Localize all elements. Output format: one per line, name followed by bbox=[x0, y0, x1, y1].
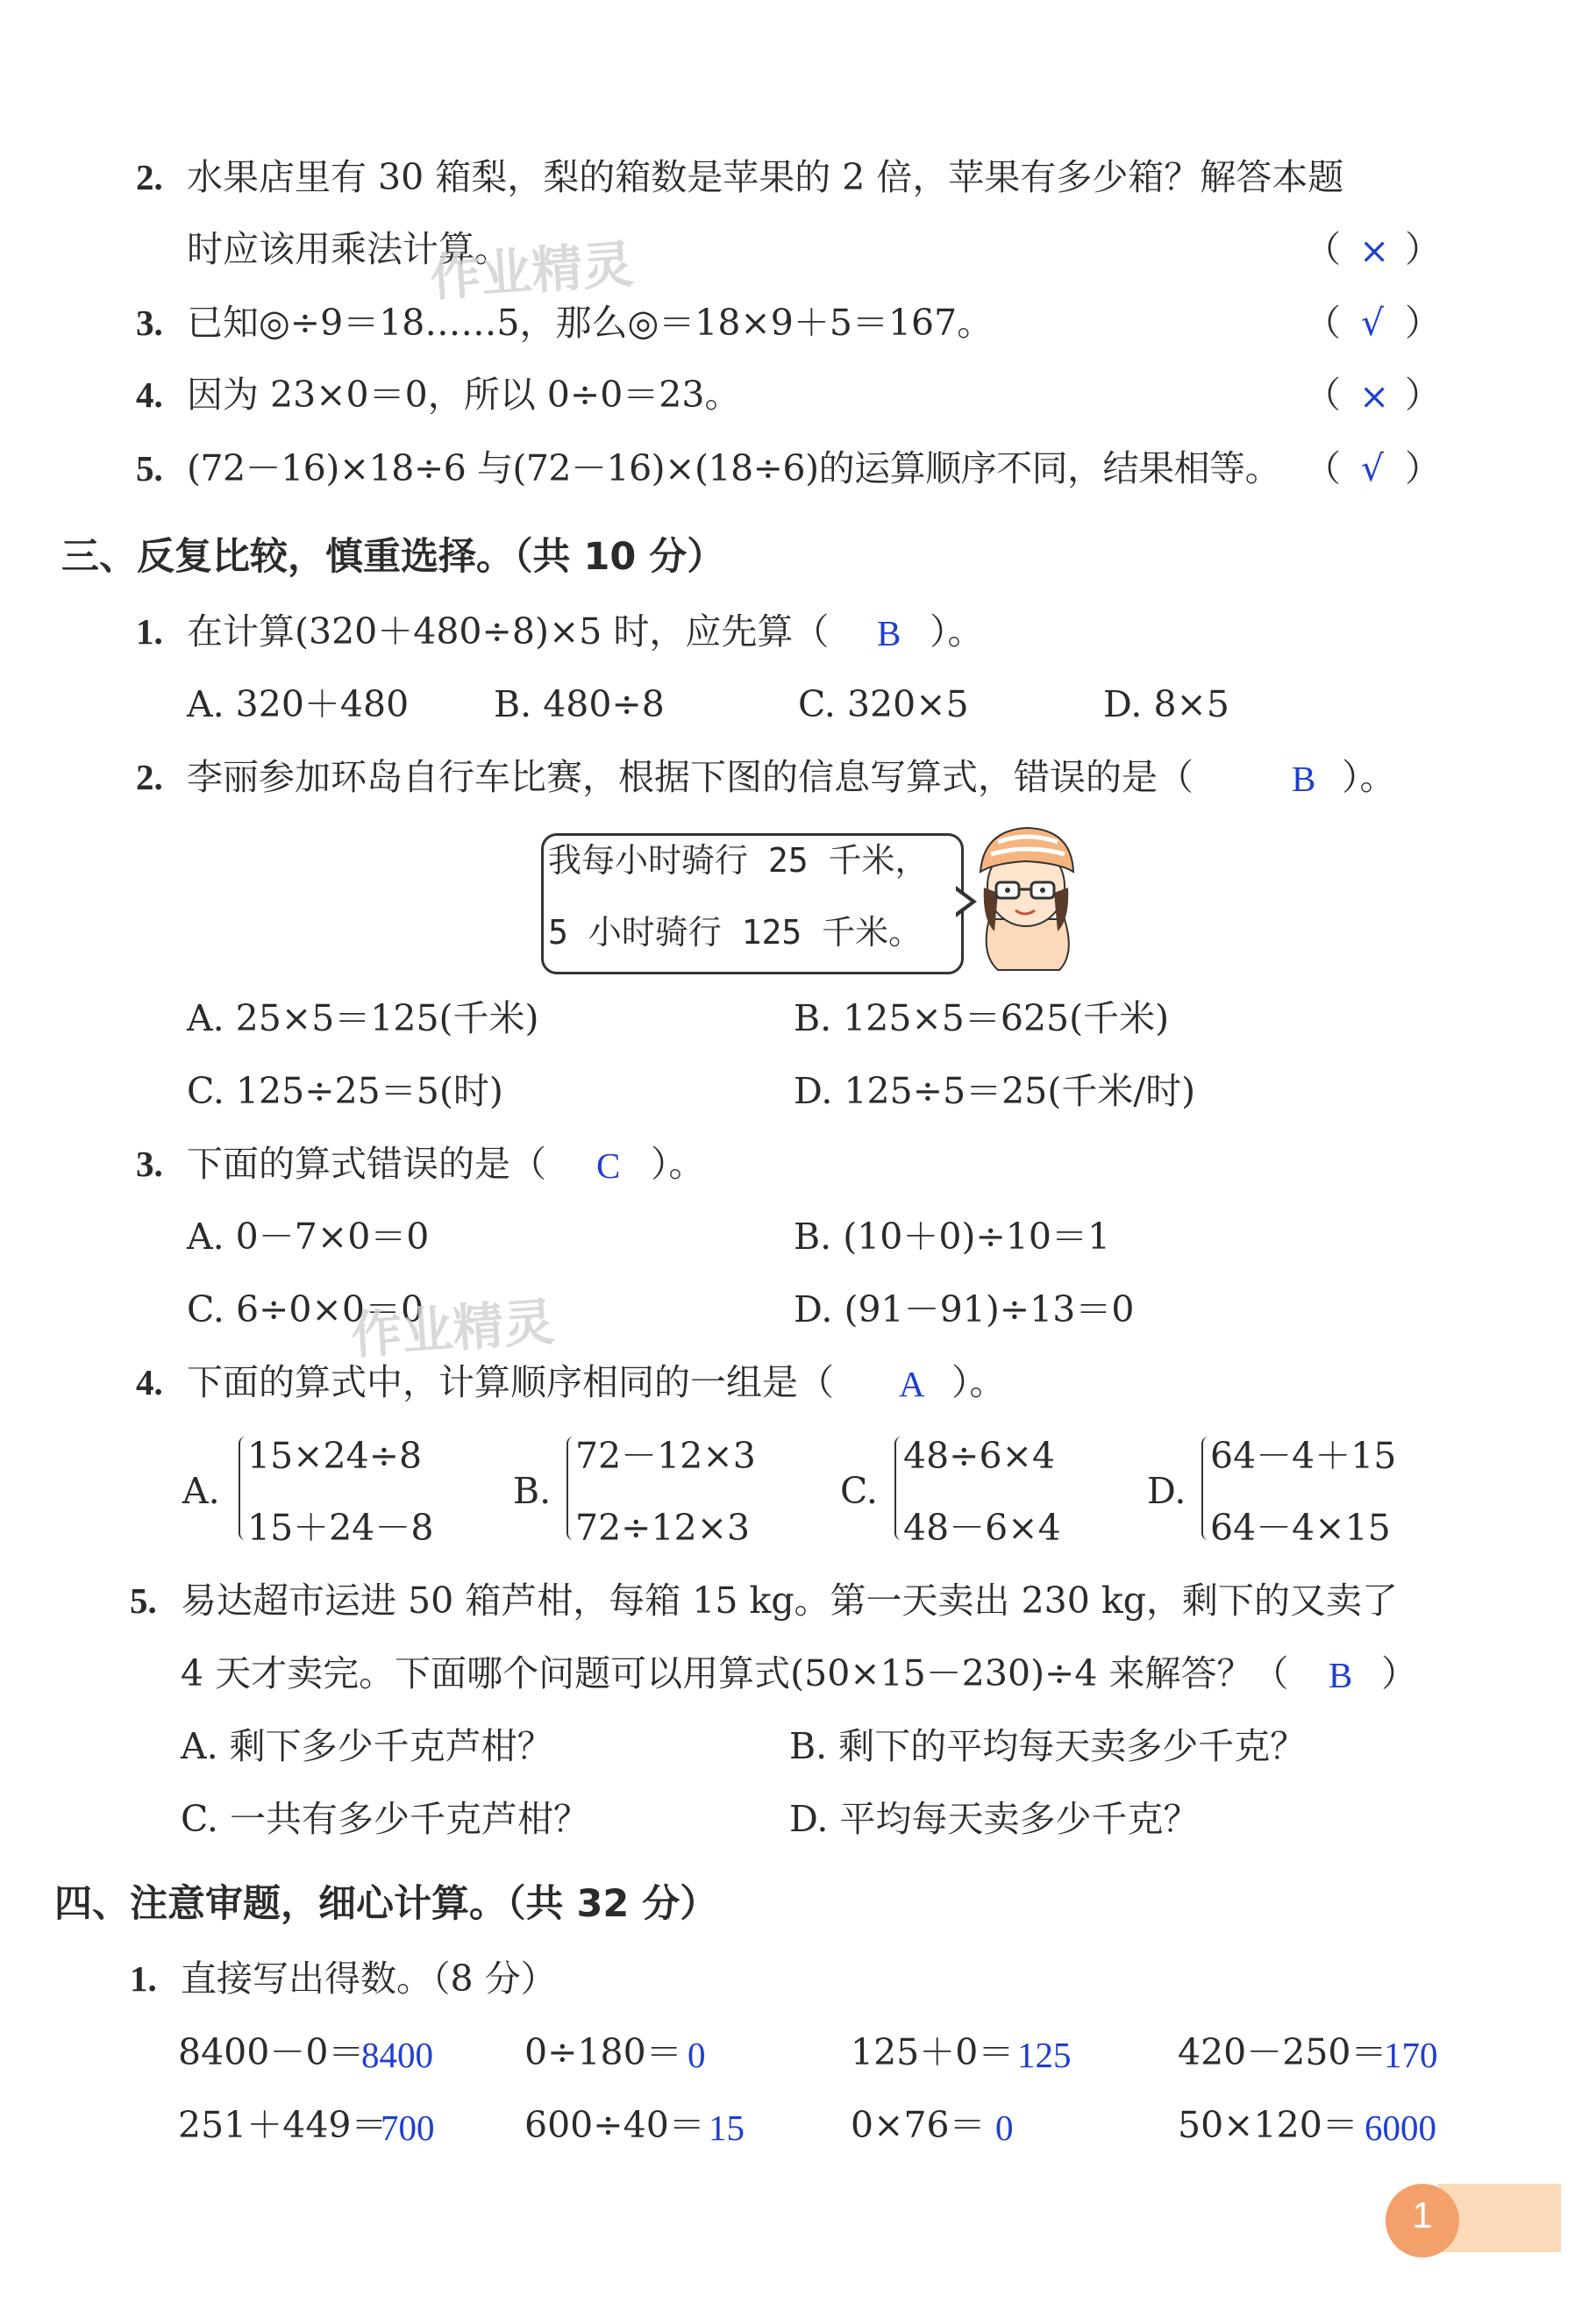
option-d-label: D. bbox=[1147, 1470, 1186, 1512]
item-number: 1. bbox=[136, 611, 163, 652]
question-text: 下面的算式中，计算顺序相同的一组是（ bbox=[187, 1361, 834, 1403]
answer-paren-close: ） bbox=[1405, 447, 1441, 489]
answer-mark: √ bbox=[1361, 302, 1385, 344]
option-b: B. 125×5＝625(千米) bbox=[794, 997, 1170, 1039]
answer-choice: B bbox=[1292, 759, 1316, 799]
expr-top: 64－4＋15 bbox=[1210, 1435, 1397, 1477]
answer-paren-open: （ bbox=[1305, 302, 1341, 344]
calc-answer: 6000 bbox=[1364, 2108, 1436, 2148]
item-number: 4. bbox=[136, 374, 163, 415]
item-number: 2. bbox=[136, 157, 163, 197]
calc-expr: 50×120＝ bbox=[1178, 2104, 1358, 2146]
expr-top: 15×24÷8 bbox=[247, 1435, 423, 1477]
answer-paren-close: ） bbox=[1405, 302, 1441, 344]
option-a: A. 25×5＝125(千米) bbox=[187, 997, 539, 1039]
item-number: 3. bbox=[136, 303, 163, 343]
calc-expr: 251＋449＝ bbox=[178, 2104, 388, 2146]
calc-answer: 170 bbox=[1384, 2035, 1438, 2075]
item-text: (72－16)×18÷6 与(72－16)×(18÷6)的运算顺序不同，结果相等。 bbox=[187, 447, 1281, 489]
page-number: 1 bbox=[1412, 2194, 1433, 2236]
calc-expr: 600÷40＝ bbox=[524, 2104, 705, 2146]
option-c: C. 125÷25＝5(时) bbox=[187, 1070, 503, 1112]
option-c: C. 一共有多少千克芦柑？ bbox=[181, 1798, 589, 1840]
speech-line: 5 小时骑行 125 千米。 bbox=[548, 913, 923, 952]
item-number: 2. bbox=[136, 757, 163, 797]
speech-line: 我每小时骑行 25 千米， bbox=[548, 841, 929, 880]
answer-paren-open: （ bbox=[1305, 447, 1341, 489]
question-text-end: ）。 bbox=[651, 1143, 705, 1185]
option-c: C. 320×5 bbox=[798, 683, 969, 725]
option-b: B. 剩下的平均每天卖多少千克？ bbox=[789, 1725, 1307, 1767]
item-number: 5. bbox=[136, 448, 163, 489]
item-text: 时应该用乘法计算。 bbox=[187, 228, 510, 270]
option-d: D. (91－91)÷13＝0 bbox=[794, 1288, 1135, 1330]
answer-choice: C bbox=[596, 1145, 621, 1186]
item-number: 1. bbox=[130, 1958, 157, 1999]
question-text-end: ）。 bbox=[951, 1361, 1006, 1403]
question-text: 下面的算式错误的是（ bbox=[187, 1143, 546, 1185]
question-text: 4 天才卖完。下面哪个问题可以用算式(50×15－230)÷4 来解答？（ bbox=[181, 1652, 1289, 1694]
option-a: A. 0－7×0＝0 bbox=[187, 1216, 430, 1258]
section-title: 四、注意审题，细心计算。（共 32 分） bbox=[54, 1882, 718, 1926]
option-a: A. 剩下多少千克芦柑？ bbox=[181, 1725, 553, 1767]
calc-answer: 15 bbox=[709, 2108, 745, 2148]
expr-bottom: 48－6×4 bbox=[903, 1507, 1061, 1549]
calc-expr: 0÷180＝ bbox=[524, 2031, 682, 2073]
option-d: D. 125÷5＝25(千米/时) bbox=[794, 1070, 1196, 1112]
option-b: B. 480÷8 bbox=[494, 683, 665, 725]
item-text: 水果店里有 30 箱梨，梨的箱数是苹果的 2 倍，苹果有多少箱？解答本题 bbox=[187, 156, 1344, 198]
expr-bottom: 15＋24－8 bbox=[247, 1507, 434, 1549]
expr-bottom: 64－4×15 bbox=[1210, 1507, 1391, 1549]
question-text: 李丽参加环岛自行车比赛，根据下图的信息写算式，错误的是（ bbox=[187, 756, 1193, 798]
answer-paren-close: ） bbox=[1405, 374, 1441, 416]
expr-top: 48÷6×4 bbox=[903, 1435, 1056, 1477]
calc-expr: 420－250＝ bbox=[1178, 2031, 1387, 2073]
answer-paren-close: ） bbox=[1405, 228, 1441, 270]
answer-choice: B bbox=[877, 613, 901, 653]
cyclist-girl-icon bbox=[972, 823, 1080, 972]
answer-paren-open: （ bbox=[1305, 228, 1341, 270]
watermark: 作业精灵 bbox=[428, 233, 636, 308]
calc-answer: 700 bbox=[381, 2108, 435, 2148]
option-c: C. 6÷0×0＝0 bbox=[187, 1288, 424, 1330]
option-a: A. 320＋480 bbox=[187, 683, 410, 725]
expr-bottom: 72÷12×3 bbox=[575, 1507, 751, 1549]
answer-choice: A bbox=[899, 1364, 925, 1404]
option-d: D. 平均每天卖多少千克？ bbox=[789, 1798, 1200, 1840]
section-title: 三、反复比较，慎重选择。（共 10 分） bbox=[61, 535, 725, 579]
item-text: 已知◎÷9＝18……5，那么◎＝18×9＋5＝167。 bbox=[187, 302, 994, 344]
option-d: D. 8×5 bbox=[1103, 683, 1230, 725]
calc-expr: 0×76＝ bbox=[851, 2104, 986, 2146]
option-a-label: A. bbox=[182, 1470, 220, 1512]
calc-answer: 125 bbox=[1017, 2035, 1072, 2075]
question-text: 直接写出得数。（8 分） bbox=[181, 1958, 557, 2000]
expr-top: 72－12×3 bbox=[575, 1435, 756, 1477]
item-number: 3. bbox=[136, 1144, 163, 1184]
calc-answer: 0 bbox=[995, 2108, 1014, 2148]
option-c-label: C. bbox=[840, 1470, 878, 1512]
answer-mark: × bbox=[1359, 375, 1390, 417]
calc-expr: 8400－0＝ bbox=[178, 2031, 365, 2073]
answer-mark: √ bbox=[1361, 447, 1385, 489]
watermark: 作业精灵 bbox=[349, 1291, 557, 1366]
question-text: 在计算(320＋480÷8)×5 时，应先算（ bbox=[187, 610, 830, 653]
answer-choice: B bbox=[1329, 1655, 1353, 1695]
question-text-end: ）。 bbox=[1342, 756, 1396, 798]
answer-mark: × bbox=[1359, 230, 1390, 272]
question-text: 易达超市运进 50 箱芦柑，每箱 15 kg。第一天卖出 230 kg，剩下的又卖了 bbox=[181, 1580, 1398, 1622]
option-b: B. (10＋0)÷10＝1 bbox=[794, 1216, 1111, 1258]
item-number: 4. bbox=[136, 1362, 163, 1402]
question-text-end: ）。 bbox=[930, 610, 984, 653]
question-text-end: ） bbox=[1381, 1652, 1417, 1694]
calc-answer: 8400 bbox=[361, 2035, 433, 2075]
calc-expr: 125＋0＝ bbox=[851, 2031, 1015, 2073]
option-b-label: B. bbox=[513, 1470, 552, 1512]
item-number: 5. bbox=[130, 1580, 157, 1621]
answer-paren-open: （ bbox=[1305, 374, 1341, 416]
item-text: 因为 23×0＝0，所以 0÷0＝23。 bbox=[187, 374, 741, 416]
calc-answer: 0 bbox=[688, 2035, 706, 2075]
